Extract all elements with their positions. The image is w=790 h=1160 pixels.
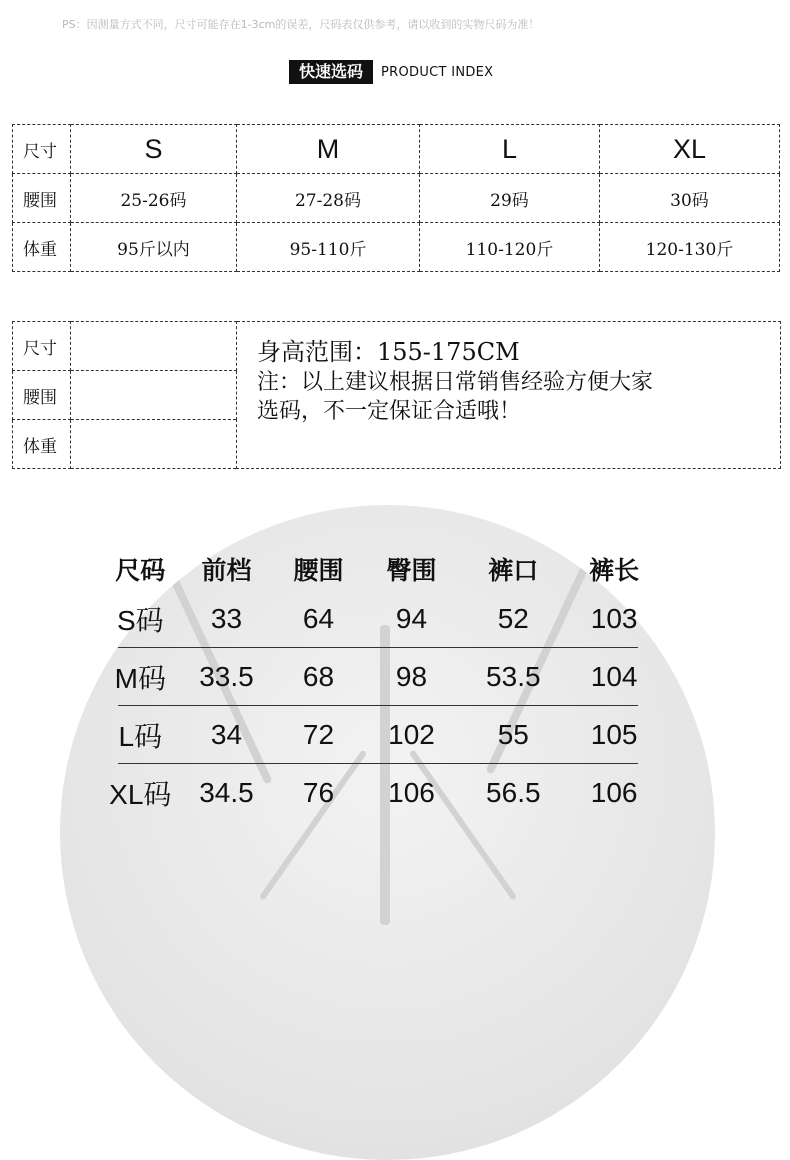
value-cell: 34 xyxy=(210,719,243,750)
waist-cell: 27-28码 xyxy=(237,174,420,223)
advice-line: 注：以上建议根据日常销售经验方便大家 xyxy=(257,370,654,395)
size-label: 尺寸 xyxy=(13,125,71,174)
value-cell: 94 xyxy=(395,603,428,634)
weight-row xyxy=(13,223,780,272)
heading-cn: 快速选码 xyxy=(289,60,373,84)
value-cell: 98 xyxy=(395,661,428,692)
header-cell: 臀围 xyxy=(386,556,437,585)
value-cell: 102 xyxy=(388,719,435,750)
size-cell: L码 xyxy=(118,721,163,752)
value-cell: 56.5 xyxy=(486,777,541,808)
disclaimer-note: PS：因测量方式不同，尺寸可能存在1-3cm的误差，尺码表仅供参考，请以收到的实物尺码为准！ xyxy=(62,18,540,31)
value-cell: 106 xyxy=(388,777,435,808)
value-cell: 55 xyxy=(497,719,529,750)
table-row xyxy=(108,764,668,822)
size-cell: L xyxy=(420,125,600,174)
empty-cell xyxy=(71,322,237,371)
heading-en: PRODUCT INDEX xyxy=(381,64,494,80)
table-row xyxy=(108,648,668,706)
header-cell: 腰围 xyxy=(293,556,344,585)
size-cell: S xyxy=(71,125,237,174)
size-cell: M xyxy=(237,125,420,174)
weight-label: 体重 xyxy=(13,223,71,272)
value-cell: 105 xyxy=(590,719,638,750)
waist-cell: 30码 xyxy=(600,174,780,223)
height-range: 身高范围：155-175CM xyxy=(257,338,520,366)
weight-cell: 110-120斤 xyxy=(420,223,600,272)
value-cell: 72 xyxy=(302,719,335,750)
value-cell: 33.5 xyxy=(199,661,254,692)
value-cell: 33 xyxy=(210,603,243,634)
measurement-header-row xyxy=(108,548,668,590)
empty-cell xyxy=(71,420,237,469)
value-cell: 52 xyxy=(497,603,529,634)
measurement-table xyxy=(108,548,668,822)
size-label: 尺寸 xyxy=(13,322,71,371)
weight-cell: 120-130斤 xyxy=(600,223,780,272)
advice-cell xyxy=(237,322,781,469)
waist-cell: 29码 xyxy=(420,174,600,223)
value-cell: 34.5 xyxy=(199,777,254,808)
custom-size-table xyxy=(12,321,781,469)
waist-label: 腰围 xyxy=(13,371,71,420)
header-cell: 裤口 xyxy=(488,556,539,585)
size-cell: M码 xyxy=(114,663,166,694)
empty-cell xyxy=(71,371,237,420)
size-row xyxy=(13,125,780,174)
size-cell: XL码 xyxy=(109,779,172,810)
size-cell: XL xyxy=(600,125,780,174)
header-cell: 前档 xyxy=(201,556,252,585)
waist-label: 腰围 xyxy=(13,174,71,223)
value-cell: 68 xyxy=(302,661,335,692)
advice-line: 选码，不一定保证合适哦！ xyxy=(257,399,522,424)
section-heading xyxy=(289,60,493,84)
header-cell: 尺码 xyxy=(115,556,166,585)
header-cell: 裤长 xyxy=(589,556,640,585)
table-row xyxy=(108,590,668,648)
weight-label: 体重 xyxy=(13,420,71,469)
size-row xyxy=(13,322,781,371)
size-cell: S码 xyxy=(116,605,164,636)
table-row xyxy=(108,706,668,764)
value-cell: 103 xyxy=(590,603,638,634)
value-cell: 64 xyxy=(302,603,335,634)
waist-row xyxy=(13,174,780,223)
value-cell: 53.5 xyxy=(486,661,541,692)
weight-cell: 95斤以内 xyxy=(71,223,237,272)
quick-size-table xyxy=(12,124,780,272)
waist-cell: 25-26码 xyxy=(71,174,237,223)
value-cell: 106 xyxy=(590,777,638,808)
value-cell: 104 xyxy=(590,661,638,692)
value-cell: 76 xyxy=(302,777,335,808)
weight-cell: 95-110斤 xyxy=(237,223,420,272)
